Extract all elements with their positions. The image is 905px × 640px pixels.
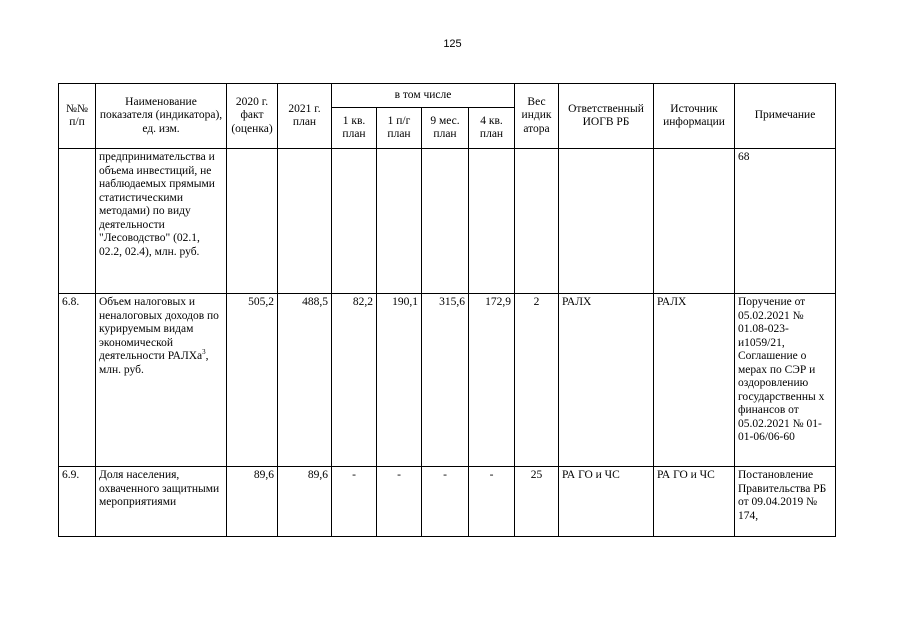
row-q4: -	[469, 467, 515, 537]
row-m9: 315,6	[422, 294, 469, 467]
table-row	[59, 149, 836, 294]
row-name: предпринимательства и объема инвестиций, не наблюдаемых прямыми статистическими методами) по виду деятельности "Лесоводство" (02.1, 02.2, 02.4), млн. руб.	[96, 149, 227, 294]
row-weight: 2	[515, 294, 559, 467]
row-name: Объем налоговых и неналоговых доходов по курируемым видам экономической деятельности РАЛХа$^3$, млн. руб.	[96, 294, 227, 467]
row-responsible: РА ГО и ЧС	[559, 467, 654, 537]
header-m9: 9 мес. план	[422, 108, 469, 149]
row-source	[654, 149, 735, 294]
indicators-table	[58, 83, 836, 537]
row-responsible	[559, 149, 654, 294]
row-weight: 25	[515, 467, 559, 537]
row-source: РА ГО и ЧС	[654, 467, 735, 537]
row-plan2021: 488,5	[278, 294, 332, 467]
header-plan2021: 2021 г. план	[278, 84, 332, 149]
row-fact2020: 89,6	[227, 467, 278, 537]
footnote-mark: 3	[202, 348, 206, 357]
row-num: 6.9.	[59, 467, 96, 537]
header-note: Примечание	[735, 84, 836, 149]
row-q4	[469, 149, 515, 294]
row-q4: 172,9	[469, 294, 515, 467]
header-h1: 1 п/г план	[377, 108, 422, 149]
row-fact2020: 505,2	[227, 294, 278, 467]
table-row	[59, 294, 836, 467]
row-source: РАЛХ	[654, 294, 735, 467]
header-fact2020: 2020 г. факт (оценка)	[227, 84, 278, 149]
row-num	[59, 149, 96, 294]
row-q1: 82,2	[332, 294, 377, 467]
header-including: в том числе	[332, 84, 515, 108]
row-m9	[422, 149, 469, 294]
row-h1: -	[377, 467, 422, 537]
row-q1: -	[332, 467, 377, 537]
header-weight: Вес индик атора	[515, 84, 559, 149]
row-responsible: РАЛХ	[559, 294, 654, 467]
row-fact2020	[227, 149, 278, 294]
table-header	[59, 84, 836, 149]
page-number: 125	[443, 38, 462, 50]
header-source: Источник информации	[654, 84, 735, 149]
row-plan2021: 89,6	[278, 467, 332, 537]
header-responsible: Ответственный ИОГВ РБ	[559, 84, 654, 149]
row-m9: -	[422, 467, 469, 537]
header-name: Наименование показателя (индикатора), ед. изм.	[96, 84, 227, 149]
row-h1	[377, 149, 422, 294]
header-q1: 1 кв. план	[332, 108, 377, 149]
header-num: №№ п/п	[59, 84, 96, 149]
header-q4: 4 кв. план	[469, 108, 515, 149]
table-row	[59, 467, 836, 537]
row-h1: 190,1	[377, 294, 422, 467]
row-note: 68	[735, 149, 836, 294]
row-note: Постановление Правительства РБ от 09.04.2019 № 174,	[735, 467, 836, 537]
row-plan2021	[278, 149, 332, 294]
row-note: Поручение от 05.02.2021 № 01.08-023-и1059/21, Соглашение о мерах по СЭР и оздоровлению государственны х финансов от 05.02.2021 № 01-01-06/06-60	[735, 294, 836, 467]
row-q1	[332, 149, 377, 294]
row-name: Доля населения, охваченного защитными мероприятиями	[96, 467, 227, 537]
row-num: 6.8.	[59, 294, 96, 467]
row-weight	[515, 149, 559, 294]
